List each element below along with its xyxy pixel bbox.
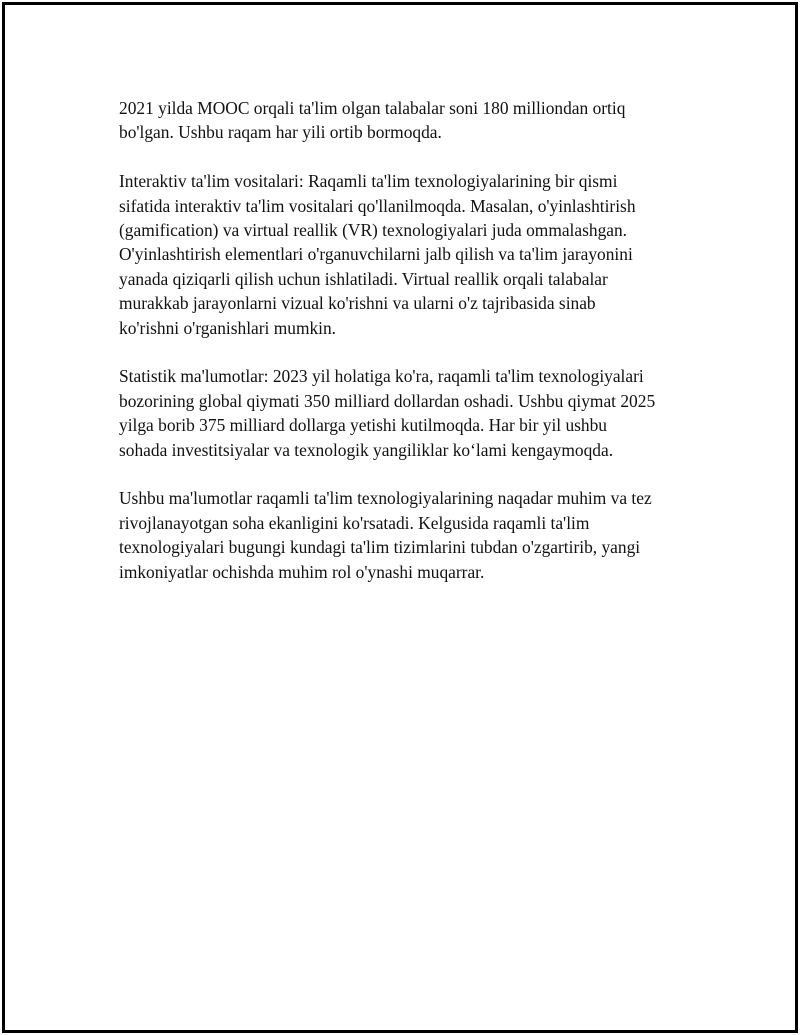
text-line: (gamification) va virtual reallik (VR) texnologiyalari juda ommalashgan. <box>119 220 628 241</box>
paragraph-statistics <box>119 364 699 462</box>
text-line: O'yinlashtirish elementlari o'rganuvchilarni jalb qilish va ta'lim jarayonini <box>119 244 633 265</box>
text-line: 2021 yilda MOOC orqali ta'lim olgan talabalar soni 180 milliondan ortiq <box>119 98 626 118</box>
text-line: texnologiyalari bugungi kundagi ta'lim tizimlarini tubdan o'zgartirib, yangi <box>119 537 641 558</box>
document-page <box>2 2 798 1033</box>
text-line: yilga borib 375 milliard dollarga yetishi kutilmoqda. Har bir yil ushbu <box>119 415 607 436</box>
text-line: Interaktiv ta'lim vositalari: Raqamli ta'lim texnologiyalarining bir qismi <box>119 171 618 192</box>
paragraph-conclusion <box>119 486 699 584</box>
text-line: imkoniyatlar ochishda muhim rol o'ynashi muqarrar. <box>119 561 485 582</box>
text-line: sifatida interaktiv ta'lim vositalari qo'llanilmoqda. Masalan, o'yinlashtirish <box>119 195 636 216</box>
text-line: bozorining global qiymati 350 milliard dollardan oshadi. Ushbu qiymat 2025 <box>119 390 656 411</box>
text-line: murakkab jarayonlarni vizual ko'rishni va ularni o'z tajribasida sinab <box>119 293 596 314</box>
text-line: ko'rishni o'rganishlari mumkin. <box>119 317 337 338</box>
text-line: bo'lgan. Ushbu raqam har yili ortib bormoqda. <box>119 122 442 143</box>
text-line: rivojlanayotgan soha ekanligini ko'rsatadi. Kelgusida raqamli ta'lim <box>119 512 590 533</box>
text-line: sohada investitsiyalar va texnologik yangiliklar ko‘lami kengaymoqda. <box>119 439 614 460</box>
paragraph-interactive-tools <box>119 169 699 340</box>
paragraph-mooc-students <box>119 96 699 145</box>
document-body <box>119 96 699 608</box>
text-line: yanada qiziqarli qilish uchun ishlatiladi. Virtual reallik orqali talabalar <box>119 268 608 289</box>
text-line: Ushbu ma'lumotlar raqamli ta'lim texnologiyalarining naqadar muhim va tez <box>119 488 652 509</box>
text-line: Statistik ma'lumotlar: 2023 yil holatiga ko'ra, raqamli ta'lim texnologiyalari <box>119 366 644 387</box>
